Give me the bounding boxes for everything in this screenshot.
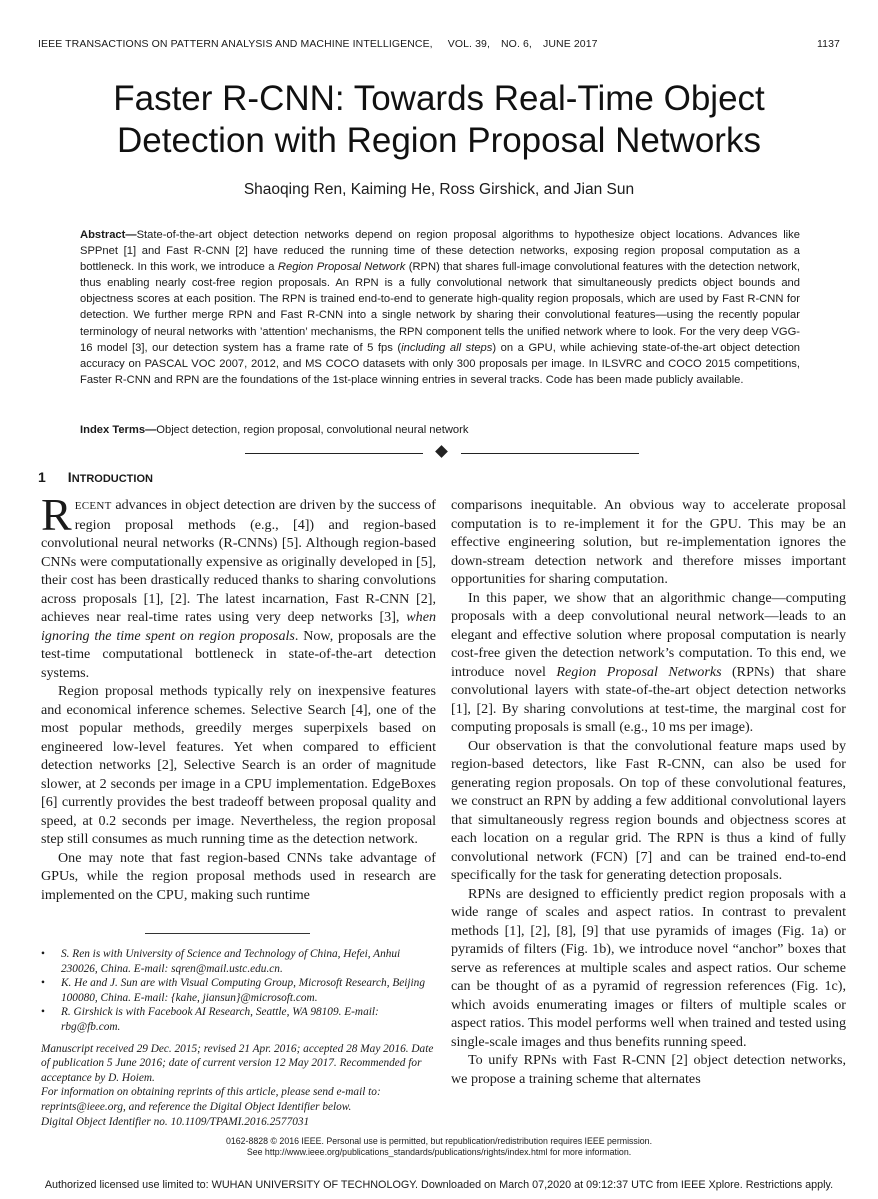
paragraph (41, 489, 436, 682)
affiliation-item: • R. Girshick is with Facebook AI Research, Seattle, WA 98109. E-mail: rbg@fb.com. (41, 1005, 436, 1034)
section-heading (38, 469, 153, 485)
footnote-rule (145, 933, 310, 934)
title-line-2: Detection with Region Proposal Networks (117, 121, 761, 160)
section-divider (245, 446, 639, 460)
journal-name: IEEE TRANSACTIONS ON PATTERN ANALYSIS AND MACHINE INTELLIGENCE, (38, 38, 433, 50)
drop-cap: R (41, 489, 72, 540)
affiliation-item: • K. He and J. Sun are with Visual Computing Group, Microsoft Research, Beijing 100080, China. E-mail: {kahe, jiansun}@microsoft.com. (41, 976, 436, 1005)
volume: VOL. 39, (447, 38, 490, 50)
abstract-text-1: State-of-the-art object detection networks depend on region proposal algorithms to hypothesize object locations. Advances like SPPnet [1] and Fast R-CNN [2] have reduced the running time of these detection networks, exposing region proposal computation as a bottleneck. In this work, we introduce a (80, 229, 800, 274)
issue-number: NO. 6, (501, 38, 532, 50)
affiliation-item: • S. Ren is with University of Science and Technology of China, Hefei, Anhui 230026, China. E-mail: sqren@mail.ustc.edu.cn. (41, 947, 436, 976)
index-terms: Index Terms—Object detection, region proposal, convolutional neural network (80, 424, 469, 436)
affiliation-list (41, 947, 436, 1035)
paragraph-emphasis: Region Proposal Networks (556, 663, 722, 680)
issue-date: JUNE 2017 (542, 38, 598, 50)
manuscript-dates: Manuscript received 29 Dec. 2015; revised 21 Apr. 2016; accepted 28 May 2016. Date of publication 5 June 2016; date of current version 12 May 2017. Recommended for acceptance by D. Hoiem. (41, 1042, 434, 1084)
abstract-label: Abstract (80, 229, 126, 241)
doi: Digital Object Identifier no. 10.1109/TPAMI.2016.2577031 (41, 1115, 310, 1128)
copyright-notice (40, 1136, 838, 1158)
page-number: 1137 (817, 38, 840, 50)
reprints-note: For information on obtaining reprints of this article, please send e-mail to: reprints@ieee.org, and reference the Digital Object Identifier below. (41, 1086, 381, 1113)
paragraph-text: advances in object detection are driven by the success of region proposal methods (e.g., [4]) and region-based convolutional neural networks (R-CNNs) [5]. Although region-based CNNs were computationally expensive as originally developed in [5], their cost has been drastically reduced thanks to sharing convolutions across proposals [1], [2]. The latest incarnation, Fast R-CNN [2], achieves near real-time rates using very deep networks [3], (41, 497, 436, 625)
divider-line-right (461, 453, 639, 454)
paragraph: RPNs are designed to efficiently predict region proposals with a wide range of scales and aspect ratios. In contrast to prevalent methods [1], [2], [8], [9] that use pyramids of images (Fig. 1a) or pyramids of filters (Fig. 1b), we introduce novel “anchor” boxes that serve as references at multiple scales and aspect ratios. Our scheme can be thought of as a pyramid of regression references (Fig. 1c), which avoids enumerating images or filters of multiple scales or aspect ratios. This model performs well when trained and tested using single-scale images and thus benefits running speed. (451, 885, 846, 1050)
abstract: Abstract—State-of-the-art object detection networks depend on region proposal algorithms to hypothesize object locations. Advances like SPPnet [1] and Fast R-CNN [2] have reduced the running time of these detection networks, exposing region proposal computation as a bottleneck. In this work, we introduce a Region Proposal Network (RPN) that shares full-image convolutional features with the detection network, thus enabling nearly cost-free region proposals. An RPN is a fully convolutional network that simultaneously predicts object bounds and objectness scores at each position. The RPN is trained end-to-end to generate high-quality region proposals, which are used by Fast R-CNN for detection. We further merge RPN and Fast R-CNN into a single network by sharing their convolutional features—using the recently popular terminology of neural networks with ’attention’ mechanisms, the RPN component tells the unified network where to look. For the very deep VGG-16 model [3], our detection system has a frame rate of 5 fps (including all steps) on a GPU, while achieving state-of-the-art object detection accuracy on PASCAL VOC 2007, 2012, and MS COCO datasets with only 300 proposals per image. In ILSVRC and COCO 2015 competitions, Faster R-CNN and RPN are the foundations of the 1st-place winning entries in several tracks. Code has been made publicly available. (80, 229, 801, 386)
paper-title (40, 78, 838, 162)
copyright-line-1: 0162-8828 © 2016 IEEE. Personal use is permitted, but republication/redistribution requires IEEE permission. (225, 1136, 653, 1146)
abstract-rpn-term: Region Proposal Network (277, 261, 406, 274)
right-column (451, 496, 846, 1088)
index-terms-label: Index Terms (80, 424, 146, 436)
diamond-icon (435, 445, 448, 458)
index-terms-text: Object detection, region proposal, convolutional neural network (156, 424, 469, 436)
paragraph (451, 589, 846, 737)
section-title-rest: NTRODUCTION (71, 473, 153, 485)
title-line-1: Faster R-CNN: Towards Real-Time Object (113, 79, 765, 118)
section-title-initial: I (67, 469, 72, 485)
paragraph-text: In this paper, we show that an algorithmic change—computing proposals with a deep convolutional neural network—leads to an elegant and effective solution where proposal computation is nearly cost-free given the detection network’s computation. To this end, we introduce novel (451, 589, 846, 680)
access-notice: Authorized licensed use limited to: WUHAN UNIVERSITY OF TECHNOLOGY. Downloaded on March 07,2020 at 09:12:37 UTC from IEEE Xplore. Restrictions apply. (44, 1179, 834, 1191)
running-header (38, 38, 840, 50)
paragraph-emphasis: when ignoring the time spent on region proposals (41, 609, 436, 644)
paragraph: Region proposal methods typically rely on inexpensive features and economical inference schemes. Selective Search [4], one of the most popular methods, greedily merges superpixels based on engineered low-level features. Yet when compared to efficient detection networks [2], Selective Search is an order of magnitude slower, at 2 seconds per image in a CPU implementation. EdgeBoxes [6] currently provides the best tradeoff between proposal quality and speed, at 0.2 seconds per image. Nevertheless, the region proposal step still consumes as much running time as the detection network. (41, 683, 436, 847)
abstract-steps-term: including all steps (401, 341, 493, 354)
paragraph: Our observation is that the convolutional feature maps used by region-based detectors, like Fast R-CNN, can also be used for generating region proposals. On top of these convolutional features, we construct an RPN by adding a few additional convolutional layers that simultaneously regress region bounds and objectness scores at each location on a regular grid. The RPN is thus a kind of fully convolutional network (FCN) [7] and can be trained end-to-end specifically for the task for generating detection proposals. (451, 737, 846, 883)
copyright-line-2: See http://www.ieee.org/publications_standards/publications/rights/index.html for more information. (246, 1147, 632, 1157)
footnotes (41, 947, 436, 1129)
section-number: 1 (38, 469, 46, 485)
paragraph: comparisons inequitable. An obvious way to accelerate proposal computation is to re-implement it for the GPU. This may be an effective engineering solution, but re-implementation ignores the down-stream detection network and therefore misses important opportunities for sharing computation. (451, 497, 846, 587)
paragraph: To unify RPNs with Fast R-CNN [2] object detection networks, we propose a training scheme that alternates (451, 1052, 846, 1087)
abstract-text-3: ) on a GPU, while achieving state-of-the-art object detection accuracy on PASCAL VOC 2007, 2012, and MS COCO datasets with only 300 proposals per image. In ILSVRC and COCO 2015 competitions, Faster R-CNN and RPN are the foundations of the 1st-place winning entries in several tracks. Code has been made publicly available. (80, 341, 801, 386)
paragraph-text: (RPNs) that share convolutional layers with state-of-the-art object detection networks [1], [2]. By sharing convolutions at test-time, the marginal cost for computing proposals is small (e.g., 10 ms per image). (451, 663, 846, 735)
paragraph: One may note that fast region-based CNNs take advantage of GPUs, while the region proposal methods used in research are implemented on the CPU, making such runtime (41, 849, 436, 903)
author-list: Shaoqing Ren, Kaiming He, Ross Girshick, and Jian Sun (243, 181, 635, 198)
left-column (41, 489, 436, 904)
divider-line-left (245, 453, 423, 454)
paragraph-text: . Now, proposals are the test-time computational bottleneck in state-of-the-art detection systems. (41, 627, 436, 681)
lead-smallcaps: ECENT (74, 500, 112, 512)
abstract-text-2: (RPN) that shares full-image convolutional features with the detection network, thus enabling nearly cost-free region proposals. An RPN is a fully convolutional network that simultaneously predicts object bounds and objectness scores at each position. The RPN is trained end-to-end to generate high-quality region proposals, which are used by Fast R-CNN for detection. We further merge RPN and Fast R-CNN into a single network by sharing their convolutional features—using the recently popular terminology of neural networks with ’attention’ mechanisms, the RPN component tells the unified network where to look. For the very deep VGG-16 model [3], our detection system has a frame rate of 5 fps ( (80, 261, 800, 354)
